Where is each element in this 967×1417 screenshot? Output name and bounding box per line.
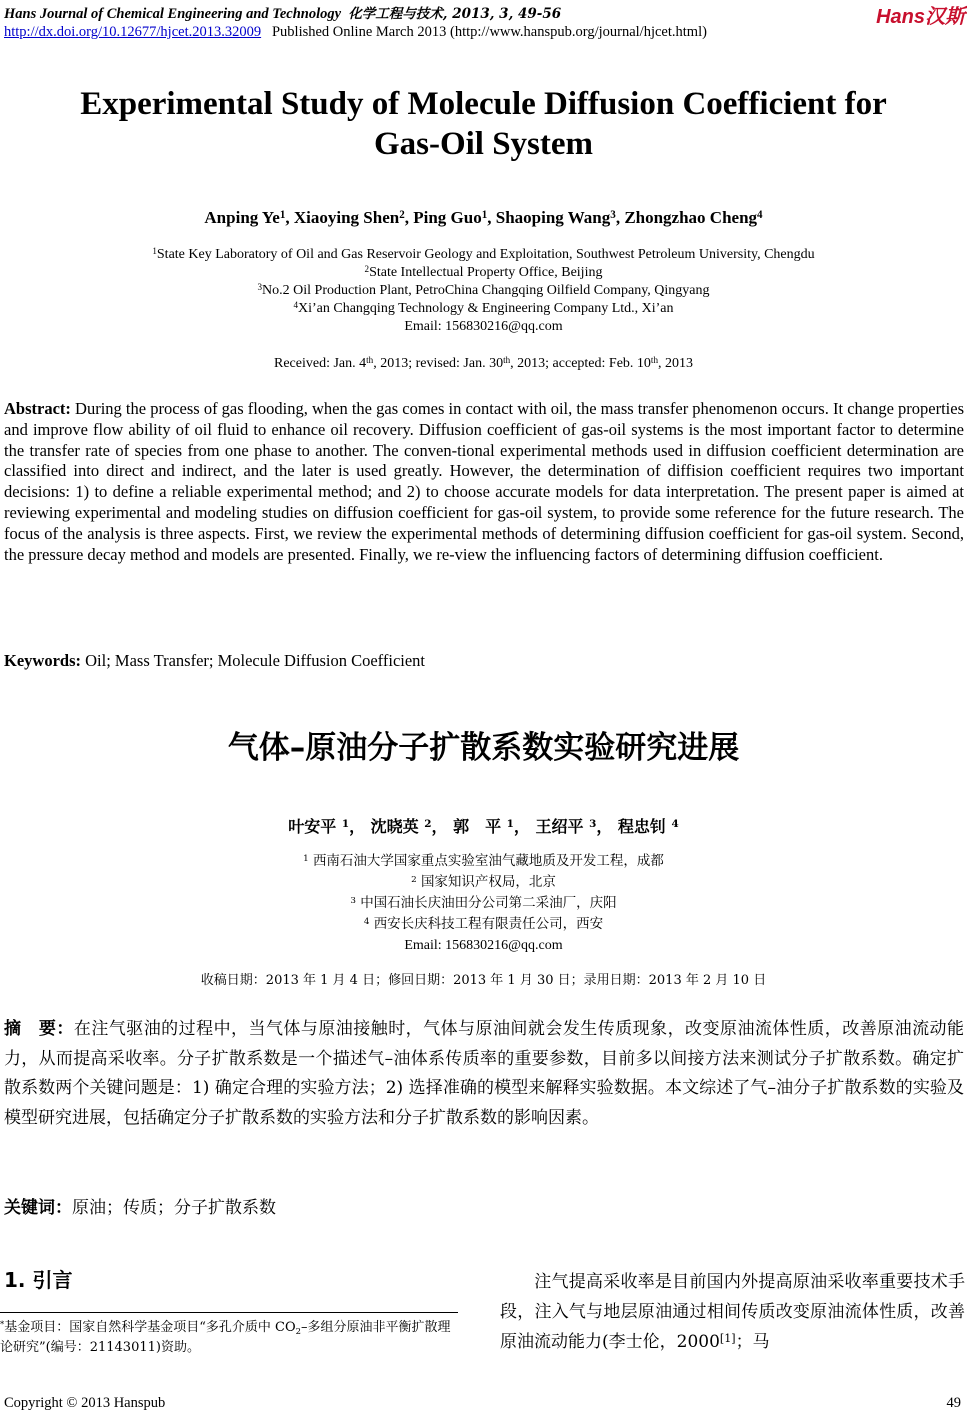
section-heading: 1. 引言 [4,1268,73,1292]
footnote-divider [0,1312,458,1313]
affiliation: $^1$State Key Laboratory of Oil and Gas Reservoir Geology and Exploitation, Southwest Petroleum University, Chengdu [152,245,815,262]
title-line-2: Gas-Oil System [373,126,594,162]
paper-title [0,84,967,164]
abstract-label: Abstract: [4,399,71,418]
affiliation-zh: $^4$ 西安长庆科技工程有限责任公司，西安 [363,916,604,932]
author-zh: 叶安平 $^1$ [288,817,350,836]
email: Email: 156830216@qq.com [404,319,563,334]
published-online: Published Online March 2013 (http://www.hanspub.org/journal/hjcet.html) [271,24,707,40]
intro-paragraph: 注气提高采收率是目前国内外提高原油采收率重要技术手段，注入气与地层原油通过相间传质改变原油流体性质，改善原油流动能力(李士伦，2000[1]；马 [500,1272,965,1352]
author: Zhongzhao Cheng$^4$ [624,208,763,227]
doi-line [4,24,707,41]
doi-link[interactable]: http://dx.doi.org/10.12677/hjcet.2013.32009 [4,24,262,40]
author: Anping Ye$^1$ [204,208,286,227]
abstract-text-zh: 在注气驱油的过程中，当气体与原油接触时，气体与原油间就会发生传质现象，改变原油流体性质，改善原油流动能力，从而提高采收率。分子扩散系数是一个描述气–油体系传质率的重要参数，目前多以间接方法来测试分子扩散系数。确定扩散系数两个关键问题是：1) 确定合理的实验方法；2) 选择准确的模型来解释实验数据。本文综述了气–油分子扩散系数的实验及模型研究进展，包括确定分子扩散系数的实验方法和分子扩散系数的影响因素。 [4,1019,965,1128]
keywords-zh [4,1194,964,1224]
abstract-zh [4,1015,964,1133]
author-zh: 程忠钊 $^4$ [617,817,679,836]
keywords-text-zh: 原油；传质；分子扩散系数 [72,1198,276,1218]
journal-name: Hans Journal of Chemical Engineering and Technology [4,6,342,22]
affiliation: $^2$State Intellectual Property Office, Beijing [364,263,603,280]
keywords-label: Keywords: [4,651,81,670]
copyright: Copyright © 2013 Hanspub [4,1395,166,1411]
abstract [4,399,964,565]
received-dates: Received: Jan. 4th, 2013; revised: Jan. 30th, 2013; accepted: Feb. 10th, 2013 [274,354,693,371]
affiliation: $^3$No.2 Oil Production Plant, PetroChina Changqing Oilfield Company, Qingyang [257,281,710,298]
affiliation-list-zh [0,851,967,956]
author: Ping Guo$^1$ [413,208,488,227]
footnote: *基金项目：国家自然科学基金项目“多孔介质中 $CO_2-$多组分原油非平衡扩散理论研究”(编号：21143011)资助。 [0,1319,451,1355]
keywords [4,651,964,672]
affiliation-zh: $^1$ 西南石油大学国家重点实验室油气藏地质及开发工程，成都 [303,853,664,869]
keywords-text: Oil; Mass Transfer; Molecule Diffusion Coefficient [85,651,426,670]
paper-title-zh: 气体–原油分子扩散系数实验研究进展 [227,730,740,766]
affiliation-zh: $^3$ 中国石油长庆油田分公司第二采油厂，庆阳 [350,895,617,911]
author-zh: 郭 平 $^1$ [453,817,514,836]
email-zh: Email: 156830216@qq.com [404,938,563,953]
author-list: Anping Ye$^1$, Xiaoying Shen$^2$, Ping Guo$^1$, Shaoping Wang$^3$, Zhongzhao Cheng$^4$ [204,208,763,227]
author: Xiaoying Shen$^2$ [293,208,405,227]
abstract-text: During the process of gas flooding, when the gas comes in contact with oil, the mass transfer phenomenon occurs. It change properties and improve flow ability of oil fluid to enhance oil recovery. Diffusion coefficient of gas-oil systems is the most important factor to determine the transfer rate of species from one phase to another. The conven-tional experimental methods used in diffusion coefficient determination are classified into direct and indirect, and the later is used greatly. However, the determination of diffision coefficient requires two important decisions: 1) to define a reliable experimental method; and 2) to choose accurate models for data interpretation. The present paper is aimed at reviewing experimental and modeling studies on diffusion coefficient for gas-oil system, to provide some reference for the future research. The focus of the analysis is three aspects. First, we review the experimental methods of determining diffusion coefficient for gas-oil system. Second, the pressure decay method and models are presented. Finally, we re-view the influencing factors of determining diffusion coefficient. [4,399,965,564]
page-number: 49 [946,1395,961,1411]
affiliation-list [0,246,967,336]
affiliation: $^4$Xi’an Changqing Technology & Engineering Company Ltd., Xi’an [293,299,674,316]
author-list-zh: 叶安平 $^1$， 沈晓英 $^2$， 郭 平 $^1$， 王绍平 $^3$， 程忠钊 $^4$ [288,817,679,836]
hans-logo: Hans汉斯 [876,6,965,28]
keywords-label-zh: 关键词： [4,1198,72,1218]
author-zh: 王绍平 $^3$ [535,817,597,836]
abstract-label-zh: 摘 要： [4,1019,74,1039]
affiliation-zh: $^2$ 国家知识产权局，北京 [411,874,556,890]
author-zh: 沈晓英 $^2$ [370,817,432,836]
title-line-1: Experimental Study of Molecule Diffusion Coefficient for [80,86,887,122]
journal-name-zh: 化学工程与技术, 2013, 3, 49-56 [348,6,562,22]
journal-header [4,2,561,23]
received-dates-zh: 收稿日期：2013 年 1 月 4 日；修回日期：2013 年 1 月 30 日；录用日期：2013 年 2 月 10 日 [200,973,767,988]
author: Shaoping Wang$^3$ [495,208,616,227]
